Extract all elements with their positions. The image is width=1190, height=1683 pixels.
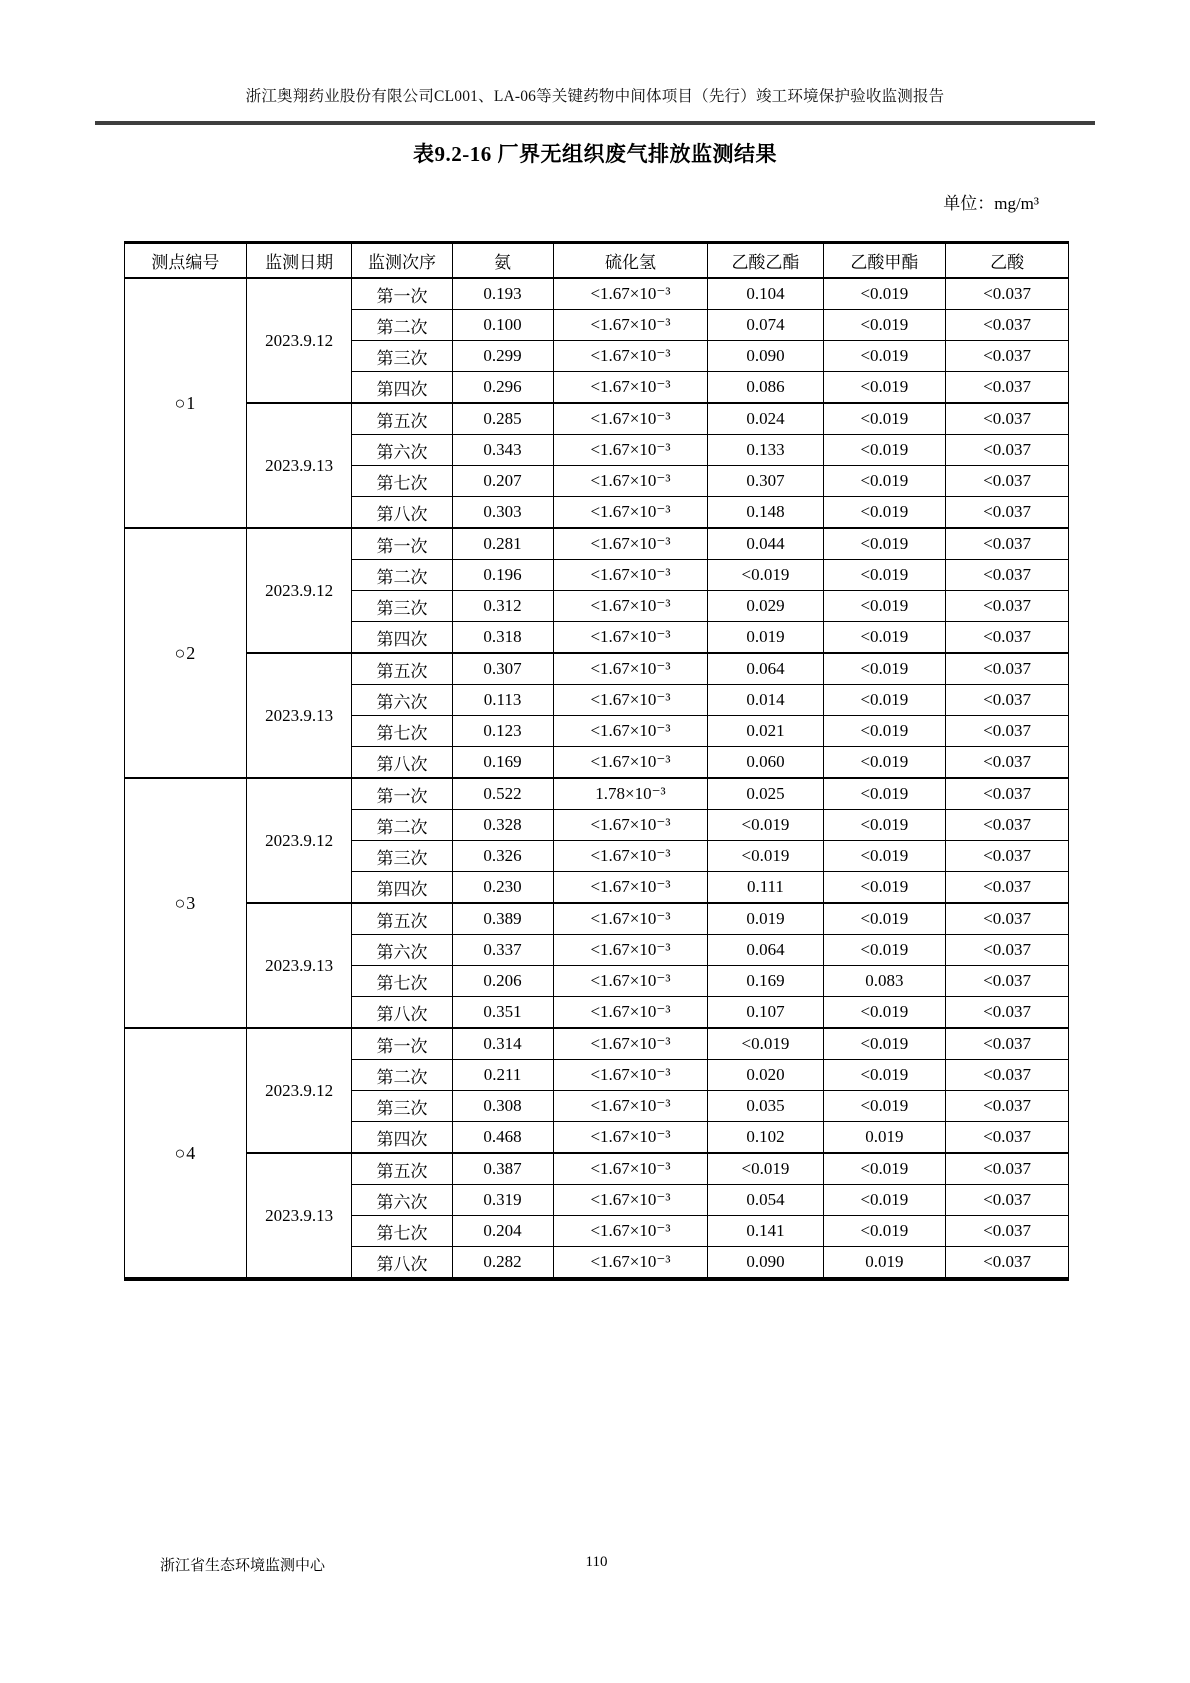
sequence-cell: 第六次 bbox=[352, 685, 452, 716]
value-cell: 0.351 bbox=[452, 997, 553, 1029]
value-cell: <0.019 bbox=[823, 1091, 946, 1122]
header-divider bbox=[95, 121, 1095, 125]
monitor-table-body bbox=[125, 278, 1069, 1279]
value-cell: <1.67×10⁻³ bbox=[553, 872, 708, 904]
value-cell: <0.037 bbox=[946, 497, 1069, 529]
table-row bbox=[125, 653, 1069, 685]
value-cell: 0.083 bbox=[823, 966, 946, 997]
date-cell: 2023.9.12 bbox=[246, 278, 352, 403]
value-cell: <0.019 bbox=[823, 903, 946, 935]
value-cell: <0.019 bbox=[823, 1185, 946, 1216]
value-cell: 0.020 bbox=[708, 1060, 823, 1091]
sequence-cell: 第一次 bbox=[352, 1028, 452, 1060]
value-cell: <1.67×10⁻³ bbox=[553, 591, 708, 622]
value-cell: <0.037 bbox=[946, 1216, 1069, 1247]
value-cell: 0.387 bbox=[452, 1153, 553, 1185]
value-cell: <0.037 bbox=[946, 1091, 1069, 1122]
value-cell: <0.019 bbox=[823, 872, 946, 904]
value-cell: <0.037 bbox=[946, 778, 1069, 810]
sequence-cell: 第三次 bbox=[352, 591, 452, 622]
table-header-row bbox=[125, 243, 1069, 279]
value-cell: 0.204 bbox=[452, 1216, 553, 1247]
value-cell: <0.019 bbox=[823, 747, 946, 779]
sequence-cell: 第三次 bbox=[352, 1091, 452, 1122]
value-cell: <0.019 bbox=[823, 935, 946, 966]
value-cell: 0.086 bbox=[708, 372, 823, 404]
value-cell: <0.037 bbox=[946, 341, 1069, 372]
value-cell: <0.037 bbox=[946, 716, 1069, 747]
value-cell: 0.318 bbox=[452, 622, 553, 654]
value-cell: <1.67×10⁻³ bbox=[553, 966, 708, 997]
value-cell: 0.100 bbox=[452, 310, 553, 341]
sequence-cell: 第二次 bbox=[352, 810, 452, 841]
value-cell: <0.037 bbox=[946, 372, 1069, 404]
value-cell: <0.019 bbox=[823, 341, 946, 372]
value-cell: 0.090 bbox=[708, 1247, 823, 1280]
value-cell: 0.211 bbox=[452, 1060, 553, 1091]
sequence-cell: 第四次 bbox=[352, 1122, 452, 1154]
value-cell: 0.133 bbox=[708, 435, 823, 466]
table-row bbox=[125, 403, 1069, 435]
value-cell: <1.67×10⁻³ bbox=[553, 310, 708, 341]
value-cell: 0.104 bbox=[708, 278, 823, 310]
value-cell: 0.107 bbox=[708, 997, 823, 1029]
value-cell: 0.044 bbox=[708, 528, 823, 560]
column-header: 乙酸甲酯 bbox=[823, 243, 946, 279]
value-cell: <0.037 bbox=[946, 1247, 1069, 1280]
value-cell: 0.207 bbox=[452, 466, 553, 497]
value-cell: 0.319 bbox=[452, 1185, 553, 1216]
column-header: 测点编号 bbox=[125, 243, 247, 279]
value-cell: <0.037 bbox=[946, 1185, 1069, 1216]
value-cell: 0.060 bbox=[708, 747, 823, 779]
value-cell: 0.343 bbox=[452, 435, 553, 466]
date-cell: 2023.9.13 bbox=[246, 903, 352, 1028]
value-cell: 0.230 bbox=[452, 872, 553, 904]
value-cell: 0.312 bbox=[452, 591, 553, 622]
value-cell: 0.123 bbox=[452, 716, 553, 747]
table-title: 表9.2-16 厂界无组织废气排放监测结果 bbox=[413, 142, 777, 166]
value-cell: 0.025 bbox=[708, 778, 823, 810]
value-cell: <0.037 bbox=[946, 591, 1069, 622]
value-cell: <0.019 bbox=[823, 1153, 946, 1185]
value-cell: <0.037 bbox=[946, 1060, 1069, 1091]
value-cell: <1.67×10⁻³ bbox=[553, 997, 708, 1029]
value-cell: 0.307 bbox=[452, 653, 553, 685]
value-cell: <0.019 bbox=[823, 310, 946, 341]
point-id-cell: ○3 bbox=[125, 778, 247, 1028]
value-cell: 0.389 bbox=[452, 903, 553, 935]
value-cell: <0.019 bbox=[708, 1153, 823, 1185]
value-cell: <1.67×10⁻³ bbox=[553, 497, 708, 529]
value-cell: <0.037 bbox=[946, 1153, 1069, 1185]
value-cell: <0.019 bbox=[823, 591, 946, 622]
column-header: 乙酸 bbox=[946, 243, 1069, 279]
table-row bbox=[125, 1028, 1069, 1060]
value-cell: <1.67×10⁻³ bbox=[553, 466, 708, 497]
value-cell: <1.67×10⁻³ bbox=[553, 716, 708, 747]
value-cell: <0.019 bbox=[708, 810, 823, 841]
value-cell: 0.285 bbox=[452, 403, 553, 435]
value-cell: <0.037 bbox=[946, 435, 1069, 466]
value-cell: <1.67×10⁻³ bbox=[553, 747, 708, 779]
value-cell: <0.037 bbox=[946, 872, 1069, 904]
value-cell: 1.78×10⁻³ bbox=[553, 778, 708, 810]
value-cell: 0.299 bbox=[452, 341, 553, 372]
sequence-cell: 第五次 bbox=[352, 903, 452, 935]
value-cell: 0.169 bbox=[452, 747, 553, 779]
table-row bbox=[125, 778, 1069, 810]
value-cell: <1.67×10⁻³ bbox=[553, 810, 708, 841]
value-cell: 0.035 bbox=[708, 1091, 823, 1122]
value-cell: <1.67×10⁻³ bbox=[553, 1216, 708, 1247]
value-cell: 0.019 bbox=[823, 1122, 946, 1154]
point-id-cell: ○2 bbox=[125, 528, 247, 778]
value-cell: <0.037 bbox=[946, 622, 1069, 654]
value-cell: 0.193 bbox=[452, 278, 553, 310]
value-cell: 0.090 bbox=[708, 341, 823, 372]
sequence-cell: 第四次 bbox=[352, 372, 452, 404]
value-cell: <0.037 bbox=[946, 903, 1069, 935]
value-cell: <1.67×10⁻³ bbox=[553, 935, 708, 966]
value-cell: 0.019 bbox=[823, 1247, 946, 1280]
value-cell: <0.019 bbox=[823, 653, 946, 685]
value-cell: 0.019 bbox=[708, 622, 823, 654]
value-cell: 0.019 bbox=[708, 903, 823, 935]
value-cell: <0.037 bbox=[946, 935, 1069, 966]
value-cell: <1.67×10⁻³ bbox=[553, 685, 708, 716]
value-cell: <0.037 bbox=[946, 997, 1069, 1029]
date-cell: 2023.9.13 bbox=[246, 403, 352, 528]
value-cell: <1.67×10⁻³ bbox=[553, 341, 708, 372]
value-cell: <1.67×10⁻³ bbox=[553, 528, 708, 560]
value-cell: 0.337 bbox=[452, 935, 553, 966]
value-cell: <0.019 bbox=[823, 1060, 946, 1091]
value-cell: <0.019 bbox=[823, 810, 946, 841]
sequence-cell: 第一次 bbox=[352, 778, 452, 810]
sequence-cell: 第五次 bbox=[352, 403, 452, 435]
value-cell: <0.037 bbox=[946, 1122, 1069, 1154]
date-cell: 2023.9.12 bbox=[246, 778, 352, 903]
value-cell: <1.67×10⁻³ bbox=[553, 1091, 708, 1122]
sequence-cell: 第二次 bbox=[352, 560, 452, 591]
column-header: 监测日期 bbox=[246, 243, 352, 279]
value-cell: 0.303 bbox=[452, 497, 553, 529]
value-cell: 0.148 bbox=[708, 497, 823, 529]
sequence-cell: 第六次 bbox=[352, 1185, 452, 1216]
value-cell: <1.67×10⁻³ bbox=[553, 1028, 708, 1060]
value-cell: <0.037 bbox=[946, 841, 1069, 872]
value-cell: <0.037 bbox=[946, 966, 1069, 997]
value-cell: <1.67×10⁻³ bbox=[553, 622, 708, 654]
sequence-cell: 第三次 bbox=[352, 341, 452, 372]
value-cell: 0.024 bbox=[708, 403, 823, 435]
sequence-cell: 第七次 bbox=[352, 716, 452, 747]
column-header: 硫化氢 bbox=[553, 243, 708, 279]
value-cell: <0.019 bbox=[823, 685, 946, 716]
value-cell: <0.037 bbox=[946, 685, 1069, 716]
sequence-cell: 第六次 bbox=[352, 935, 452, 966]
page-number: 110 bbox=[585, 1554, 608, 1570]
value-cell: 0.296 bbox=[452, 372, 553, 404]
value-cell: <1.67×10⁻³ bbox=[553, 841, 708, 872]
value-cell: 0.282 bbox=[452, 1247, 553, 1280]
sequence-cell: 第八次 bbox=[352, 1247, 452, 1280]
value-cell: <0.019 bbox=[823, 841, 946, 872]
value-cell: 0.281 bbox=[452, 528, 553, 560]
value-cell: <0.037 bbox=[946, 310, 1069, 341]
value-cell: <0.019 bbox=[823, 435, 946, 466]
value-cell: 0.113 bbox=[452, 685, 553, 716]
sequence-cell: 第二次 bbox=[352, 310, 452, 341]
value-cell: 0.169 bbox=[708, 966, 823, 997]
value-cell: <0.019 bbox=[708, 1028, 823, 1060]
value-cell: 0.029 bbox=[708, 591, 823, 622]
value-cell: <0.019 bbox=[708, 841, 823, 872]
table-row bbox=[125, 528, 1069, 560]
sequence-cell: 第八次 bbox=[352, 497, 452, 529]
value-cell: <0.037 bbox=[946, 528, 1069, 560]
table-row bbox=[125, 278, 1069, 310]
value-cell: 0.064 bbox=[708, 935, 823, 966]
date-cell: 2023.9.12 bbox=[246, 1028, 352, 1153]
sequence-cell: 第八次 bbox=[352, 747, 452, 779]
value-cell: <0.019 bbox=[823, 528, 946, 560]
value-cell: 0.326 bbox=[452, 841, 553, 872]
value-cell: 0.307 bbox=[708, 466, 823, 497]
value-cell: <0.019 bbox=[823, 716, 946, 747]
date-cell: 2023.9.13 bbox=[246, 653, 352, 778]
value-cell: <1.67×10⁻³ bbox=[553, 435, 708, 466]
value-cell: <0.037 bbox=[946, 278, 1069, 310]
monitoring-results-table bbox=[124, 241, 1069, 1281]
date-cell: 2023.9.12 bbox=[246, 528, 352, 653]
footer-organization: 浙江省生态环境监测中心 bbox=[160, 1558, 326, 1574]
column-header: 乙酸乙酯 bbox=[708, 243, 823, 279]
sequence-cell: 第二次 bbox=[352, 1060, 452, 1091]
column-header: 监测次序 bbox=[352, 243, 452, 279]
sequence-cell: 第七次 bbox=[352, 966, 452, 997]
value-cell: <0.019 bbox=[823, 1216, 946, 1247]
value-cell: <1.67×10⁻³ bbox=[553, 1122, 708, 1154]
value-cell: <0.037 bbox=[946, 1028, 1069, 1060]
point-id-cell: ○1 bbox=[125, 278, 247, 528]
value-cell: <1.67×10⁻³ bbox=[553, 903, 708, 935]
value-cell: <0.019 bbox=[823, 622, 946, 654]
value-cell: <1.67×10⁻³ bbox=[553, 653, 708, 685]
value-cell: <1.67×10⁻³ bbox=[553, 403, 708, 435]
value-cell: <0.019 bbox=[823, 997, 946, 1029]
table-row bbox=[125, 903, 1069, 935]
value-cell: <0.019 bbox=[823, 466, 946, 497]
value-cell: 0.196 bbox=[452, 560, 553, 591]
value-cell: <1.67×10⁻³ bbox=[553, 1247, 708, 1280]
value-cell: 0.014 bbox=[708, 685, 823, 716]
value-cell: <0.037 bbox=[946, 810, 1069, 841]
value-cell: <0.019 bbox=[823, 778, 946, 810]
sequence-cell: 第五次 bbox=[352, 653, 452, 685]
value-cell: <1.67×10⁻³ bbox=[553, 1185, 708, 1216]
value-cell: <0.019 bbox=[823, 560, 946, 591]
sequence-cell: 第一次 bbox=[352, 278, 452, 310]
sequence-cell: 第四次 bbox=[352, 622, 452, 654]
value-cell: 0.074 bbox=[708, 310, 823, 341]
value-cell: <0.019 bbox=[823, 1028, 946, 1060]
value-cell: <0.037 bbox=[946, 653, 1069, 685]
sequence-cell: 第四次 bbox=[352, 872, 452, 904]
running-header: 浙江奥翔药业股份有限公司CL001、LA-06等关键药物中间体项目（先行）竣工环境保护验收监测报告 bbox=[245, 88, 945, 105]
value-cell: <1.67×10⁻³ bbox=[553, 1060, 708, 1091]
value-cell: 0.111 bbox=[708, 872, 823, 904]
point-id-cell: ○4 bbox=[125, 1028, 247, 1279]
sequence-cell: 第五次 bbox=[352, 1153, 452, 1185]
value-cell: <1.67×10⁻³ bbox=[553, 560, 708, 591]
value-cell: <1.67×10⁻³ bbox=[553, 1153, 708, 1185]
value-cell: 0.054 bbox=[708, 1185, 823, 1216]
value-cell: <0.037 bbox=[946, 560, 1069, 591]
value-cell: <1.67×10⁻³ bbox=[553, 372, 708, 404]
unit-label: 单位：mg/m³ bbox=[943, 194, 1039, 213]
value-cell: <0.019 bbox=[823, 372, 946, 404]
value-cell: 0.328 bbox=[452, 810, 553, 841]
column-header: 氨 bbox=[452, 243, 553, 279]
value-cell: <0.037 bbox=[946, 466, 1069, 497]
sequence-cell: 第六次 bbox=[352, 435, 452, 466]
value-cell: <1.67×10⁻³ bbox=[553, 278, 708, 310]
sequence-cell: 第一次 bbox=[352, 528, 452, 560]
sequence-cell: 第三次 bbox=[352, 841, 452, 872]
sequence-cell: 第七次 bbox=[352, 1216, 452, 1247]
value-cell: 0.102 bbox=[708, 1122, 823, 1154]
value-cell: <0.019 bbox=[823, 278, 946, 310]
value-cell: 0.468 bbox=[452, 1122, 553, 1154]
value-cell: <0.019 bbox=[823, 403, 946, 435]
value-cell: 0.308 bbox=[452, 1091, 553, 1122]
value-cell: 0.141 bbox=[708, 1216, 823, 1247]
value-cell: <0.037 bbox=[946, 747, 1069, 779]
sequence-cell: 第七次 bbox=[352, 466, 452, 497]
value-cell: 0.206 bbox=[452, 966, 553, 997]
value-cell: 0.522 bbox=[452, 778, 553, 810]
value-cell: <0.019 bbox=[708, 560, 823, 591]
value-cell: <0.019 bbox=[823, 497, 946, 529]
date-cell: 2023.9.13 bbox=[246, 1153, 352, 1279]
value-cell: 0.021 bbox=[708, 716, 823, 747]
table-row bbox=[125, 1153, 1069, 1185]
sequence-cell: 第八次 bbox=[352, 997, 452, 1029]
value-cell: 0.064 bbox=[708, 653, 823, 685]
value-cell: 0.314 bbox=[452, 1028, 553, 1060]
value-cell: <0.037 bbox=[946, 403, 1069, 435]
